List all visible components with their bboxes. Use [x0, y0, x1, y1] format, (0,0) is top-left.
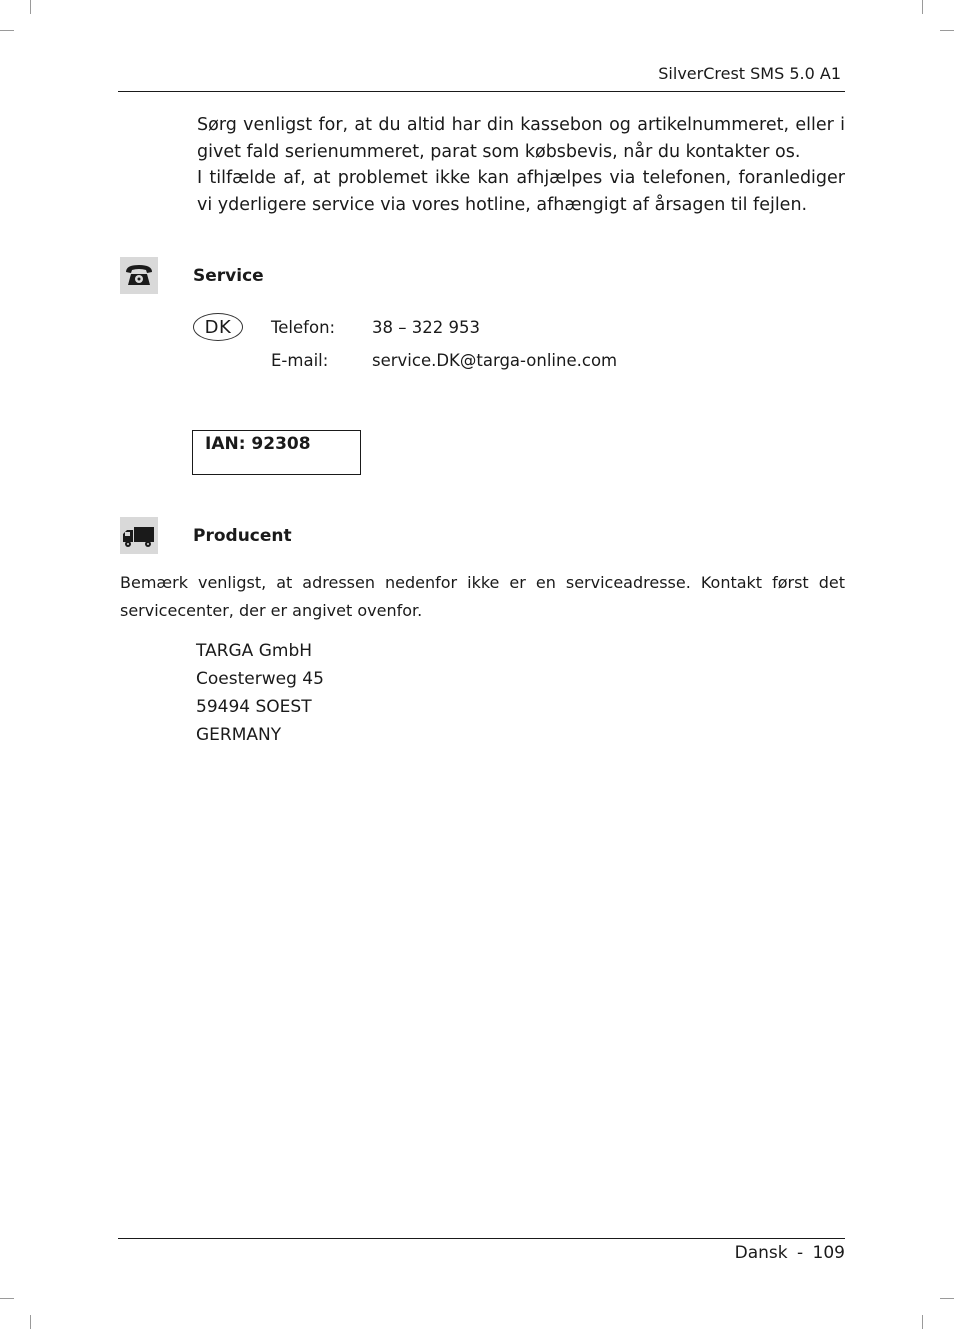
intro-paragraph-2: I tilfælde af, at problemet ikke kan afhjælpes via telefonen, foranlediger vi yderligere service via vores hotline, afhængigt af årsagen til fejlen.	[197, 168, 845, 215]
page-footer	[735, 1243, 845, 1263]
footer-language: Dansk	[734, 1243, 788, 1263]
crop-mark	[940, 1298, 954, 1299]
ian-box	[192, 430, 361, 475]
address-line: TARGA GmbH	[196, 641, 313, 661]
page-number: 109	[812, 1243, 845, 1263]
email-label: E-mail:	[271, 351, 329, 370]
country-badge: DK	[193, 313, 243, 341]
address-line: GERMANY	[196, 725, 282, 745]
producer-heading: Producent	[193, 526, 292, 546]
phone-value: 38 – 322 953	[372, 318, 480, 337]
crop-mark	[940, 30, 954, 31]
crop-mark	[30, 0, 31, 14]
crop-mark	[0, 1298, 14, 1299]
crop-mark	[0, 30, 14, 31]
producer-notice: Bemærk venligst, at adressen nedenfor ikke er en serviceadresse. Kontakt først det servicecenter, der er angivet ovenfor.	[120, 573, 845, 620]
footer-rule	[118, 1238, 845, 1239]
crop-mark	[922, 0, 923, 14]
crop-mark	[30, 1315, 31, 1329]
crop-mark	[922, 1315, 923, 1329]
telephone-icon	[120, 257, 158, 294]
ian-label: IAN: 92308	[205, 434, 311, 454]
header-title: SilverCrest SMS 5.0 A1	[658, 64, 841, 83]
intro-paragraph-1: Sørg venligst for, at du altid har din kassebon og artikelnummeret, eller i givet fald serienummeret, parat som købsbevis, når du kontakter os.	[197, 115, 845, 162]
address-line: 59494 SOEST	[196, 697, 312, 717]
header-rule	[118, 91, 845, 92]
email-value: service.DK@targa-online.com	[372, 351, 618, 370]
footer-separator: -	[797, 1243, 804, 1263]
truck-icon	[120, 517, 158, 554]
service-heading: Service	[193, 266, 264, 286]
address-line: Coesterweg 45	[196, 669, 324, 689]
phone-label: Telefon:	[271, 318, 336, 337]
